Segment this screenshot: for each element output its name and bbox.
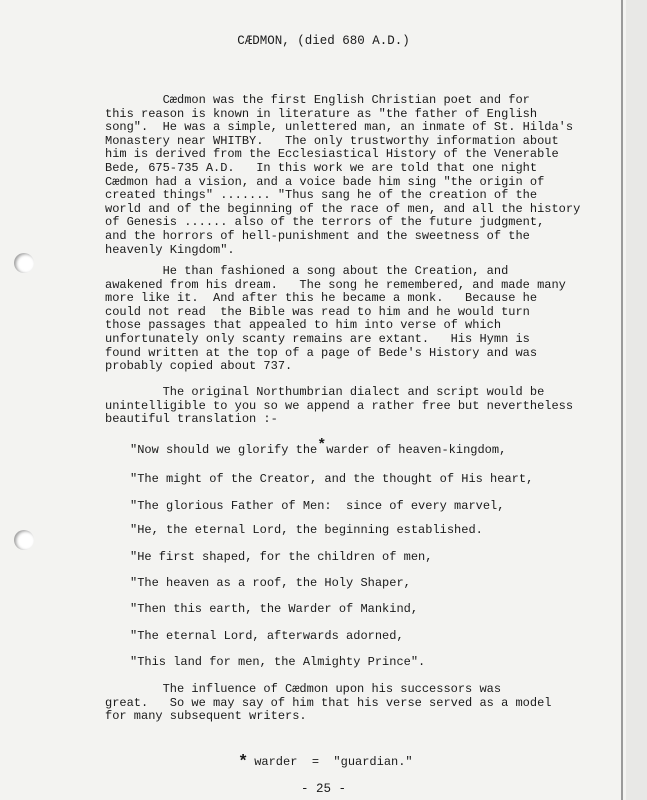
verse-line-6: "The heaven as a roof, the Holy Shaper, xyxy=(130,576,411,590)
footnote xyxy=(238,752,413,771)
paragraph-hymn-origin: He than fashioned a song about the Creation, and awakened from his dream. The song he remembered, and made many more like it. And after this he became a monk. Because he could not read the Bible was read to him and he would turn those passages that appealed to him into verse of which unfortunately only scanty remains are extant. His Hymn is found written at the top of a page of Bede's History and was probably copied about 737. xyxy=(105,264,566,374)
page-margin-strip xyxy=(626,0,647,800)
verse-line-5: "He first shaped, for the children of men, xyxy=(130,550,433,564)
page-title: CÆDMON, (died 680 A.D.) xyxy=(237,34,410,48)
verse-line-2: "The might of the Creator, and the thought of His heart, xyxy=(130,472,534,486)
binder-hole-top xyxy=(14,253,34,273)
asterisk-mark: * xyxy=(317,437,327,454)
paragraph-translation-note: The original Northumbrian dialect and script would be unintelligible to you so we append a rather free but nevertheless beautiful translation :- xyxy=(105,385,574,427)
verse-line-9: "This land for men, the Almighty Prince". xyxy=(130,655,426,669)
paragraph-intro: Cædmon was the first English Christian poet and for this reason is known in literature as "the father of English song". He was a simple, unlettered man, an inmate of St. Hilda's Monastery near WHITBY. The only trustworthy information about him is derived from the Ecclesiastical History of the Venerable Bede, 675-735 A.D. In this work we are told that one night Cædmon had a vision, and a voice bade him sing "the origin of created things" ....... "Thus sang he of the creation of the world and of the beginning of the race of men, and all the history of Genesis ...... also of the terrors of the future judgment, and the horrors of hell-punishment and the sweetness of the heavenly Kingdom". xyxy=(105,93,581,257)
footnote-text: warder = "guardian." xyxy=(254,755,413,769)
verse-line-8: "The eternal Lord, afterwards adorned, xyxy=(130,629,404,643)
verse-line-1-end: warder of heaven-kingdom, xyxy=(326,443,507,457)
verse-line-1 xyxy=(130,437,507,458)
page-number: - 25 - xyxy=(300,782,346,796)
binder-hole-bottom xyxy=(14,530,34,550)
verse-line-1-start: "Now should we glorify the xyxy=(130,443,318,457)
footnote-asterisk: * xyxy=(238,753,249,772)
paragraph-influence: The influence of Cædmon upon his successors was great. So we may say of him that his verse served as a model for many subsequent writers. xyxy=(105,682,552,724)
verse-line-7: "Then this earth, the Warder of Mankind, xyxy=(130,602,419,616)
verse-line-3: "The glorious Father of Men: since of every marvel, xyxy=(130,499,505,513)
page-edge xyxy=(621,0,623,800)
verse-line-4: "He, the eternal Lord, the beginning established. xyxy=(130,523,483,537)
